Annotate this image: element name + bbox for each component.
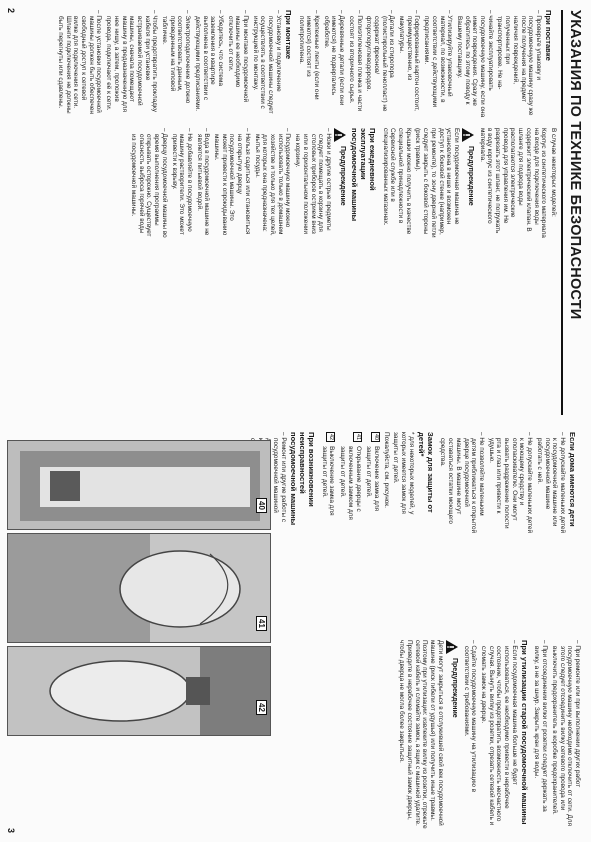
step-text: Включение замка для защиты от детей. xyxy=(365,446,380,512)
packaging-bullet: – Гофрированный картон состоит, преимущественно, из макулатуры. xyxy=(397,10,420,118)
warning-title: Предупреждение xyxy=(450,658,458,718)
intro-line: В случае некоторых моделей: xyxy=(550,128,557,217)
packaging-bullet: – Крепежные ленты (если они имеются) состоят из полипропилена. xyxy=(297,10,320,118)
heading-daily-use: При ежедневной эксплуатации посудомоечной машины xyxy=(349,128,377,222)
mounting-bullet: – При монтаже посудомоечной машины ее необходимо отключить от сети. xyxy=(226,10,249,118)
page-title: УКАЗАНИЯ ПО ТЕХНИКЕ БЕЗОПАСНОСТИ xyxy=(567,10,583,320)
packaging-bullet: – Детали из стиропора (полистирольный пенопласт) не содержат фреонов/фторхлоруглеводородов. xyxy=(365,10,396,118)
mounting-bullet: – Чтобы предотвратить прокладку кабеля при установке встраиваемой посудомоечной машины, сначала помещают машину в предназначенную для нее нишу, а затем, проложив провода, подключают её к сети. xyxy=(104,10,158,118)
step-text: Открывание дверцы с включенным замком для защиты от детей. xyxy=(339,446,362,520)
heading-mounting: При монтаже xyxy=(283,10,293,60)
figure-label-41: 41 xyxy=(256,616,267,631)
daily-bullet: – Дверцу посудомоечной машины во время выполнения программы открывать осторожно. Существует опасность выброса горячей воды из посудомоечной машины. xyxy=(129,128,168,238)
heading-children: Если дома имеются дети xyxy=(568,432,577,527)
warning-text: Крышки можно получить в качестве специальной принадлежности в Сервисной службе или в специализированных магазинах. xyxy=(381,128,412,235)
child-lock-note: * для некоторых моделей, у которых имеется замок для защиты от детей. xyxy=(392,432,415,515)
page-number-right: 3 xyxy=(6,828,16,834)
intro-line: Корпус из синтетического материала на входе для подключения воды содержит электрический клапан. В шланге для подвода воды располагаются электрические провода для управления им. Не разрезать этот шланг, не погружать в воду корпус из синтетического материала. xyxy=(478,128,548,238)
delivery-bullet: – чинайте эксплуатировать посудомоечную машину, если она имеет повреждения. Сразу же обратитесь по этому поводу к Вашему поставщику. xyxy=(455,10,494,118)
faults-bullet: – Ремонт или другие работы с посудомоечной машиной xyxy=(249,432,288,534)
step-number: 40 xyxy=(372,434,379,441)
mounting-bullet: – После установки посудомоечной машины должен быть обеспечен свободный доступ к сетевой вилке для подключения к сети. Шланги подключения не должны быть перегнуты или сдавлены. xyxy=(56,10,102,118)
page-number-left: 2 xyxy=(6,8,16,14)
figure-label-40: 40 xyxy=(256,498,267,513)
daily-bullet: – Вода в посудомоечной машине не является питьевой водой. xyxy=(195,128,210,238)
child-lock-see-figure: Пожалуйста, см. рисунок. xyxy=(382,432,390,508)
warning-triangle-icon xyxy=(462,128,474,142)
figure-40-photo xyxy=(7,440,271,530)
figure-41-photo xyxy=(7,533,271,643)
mounting-bullet: – Установку и подключение посудомоечной машины следует осуществлять в соответствии с инструкцией по монтажу. xyxy=(251,10,282,118)
packaging-bullet: – Полиэтиленовая пленка и части состоят из вторичного сырья. xyxy=(347,10,362,118)
daily-bullet: – Посудомоечную машину можно использовать только в домашнем хозяйстве и только для тех целей, для которых она предназначена: мытья посуды. xyxy=(253,128,292,238)
children-bullet: – Не допускайте маленьких детей к посудомоечной машине или посудомоечной машине работать с ней. xyxy=(535,432,566,534)
figure-42-photo xyxy=(7,646,271,736)
hand-on-lock-illustration xyxy=(8,647,270,735)
step-number: 41 xyxy=(354,434,361,441)
heading-child-lock: Замок для защиты от детей* xyxy=(416,432,435,513)
warning-text: Если посудомоечная машина не установлена в нише и возможен доступ к боковой стенке (например, при ремонте), то зону дверной петли следует закрыть с боковой стороны (риск травмы). xyxy=(414,128,460,238)
warning-text: Дети могут закрыться в отслужившей свой век посудомоечной машине (риск гибели от удушья) или получить иные травмы. Поэтому при утилизации: извлеките вилку из розетки, отрежьте сетевой кабель и сломайте замок, а ящик с машиной удалите. Приведите в нерабочее состояние защитный замок дверцы, чтобы дверца не могла более закрыться. xyxy=(398,640,444,829)
heading-delivery: При поставке xyxy=(544,10,553,61)
child-lock-step xyxy=(365,432,380,534)
heading-disposal: При утилизации старой посудомоечной машины xyxy=(519,640,529,825)
warning-triangle-icon xyxy=(446,640,458,654)
mounting-bullet: – Электроподключение должно соответствовать данным, приведенным на типовой табличке. xyxy=(160,10,191,118)
packaging-bullet: – Деревянные детали (если они имеются) не подвергались обработке. xyxy=(322,10,345,118)
daily-bullet: – Ножи и другие острые предметы следует помещать в корзину для столовых приборов острием вниз или в горизонтальном положении на корзину. xyxy=(293,128,332,238)
warning-block xyxy=(446,640,458,830)
warning-triangle-icon xyxy=(334,128,346,142)
column-daily-use xyxy=(0,128,557,238)
child-lock-figures xyxy=(6,501,271,834)
step-text: Выключение замка для защиты от детей. xyxy=(320,446,336,516)
daily-bullet: – Не добавляйте в посудомоечную машину растворители. Это может привести к взрыву. xyxy=(170,128,193,238)
repair-bullet: – При ремонте или при выполнении других работ посудомоечную машину необходимо отключить от сети. Для этого следует отсоединить вилку сетевого провода или выключить предохранитель в коробке предохранителей. xyxy=(550,640,581,830)
warning-title: Предупреждение xyxy=(338,146,346,206)
step-number: 42 xyxy=(328,434,335,441)
children-bullet: – Не допускайте маленьких детей к моющему средству и ополаскивателю. Они могут вызвать раздражение полости рта и глаз или привести к удушью. xyxy=(487,432,533,534)
warning-title: Предупреждение xyxy=(466,146,474,206)
mounting-bullet: – Убедитесь, что система заземления в квартире выполнена в соответствии с действующими предписаниями. xyxy=(193,10,224,118)
hand-opening-door-illustration xyxy=(8,534,270,642)
child-lock-step xyxy=(320,432,335,534)
figure-label-42: 42 xyxy=(256,700,267,715)
dishwasher-door-illustration xyxy=(8,441,270,529)
heading-faults: При возникновении неисправностей посудомоечной машины xyxy=(289,432,317,526)
packaging-bullet: – Утилизируйте упаковочный материал, по возможности, в соответствии с действующими предписаниями. xyxy=(422,10,453,118)
warning-block xyxy=(462,128,474,238)
disposal-bullet: – Если посудомоечная машина больше не будет использоваться, ее необходимо привести в нерабочее состояние, чтобы предотвратить возможность несчастного случая. Вынуть вилку из розетки, отрезать сетевой кабель и сломать замок на дверце. xyxy=(479,640,518,830)
children-bullet: – Не позволяйте маленьким детям приближаться к открытой дверце посудомоечной машины. В машине могут оставаться остатки моющего средства. xyxy=(439,432,485,534)
delivery-bullet: – Проверьте упаковку и посудомоечную машину сразу же после получения на предмет наличия повреждений, полученных при транспортировке. Не на- xyxy=(496,10,542,118)
warning-block xyxy=(334,128,346,238)
disposal-bullet: – Сдайте посудомоечную машину на утилизацию в соответствии с требованиями. xyxy=(462,640,477,830)
repair-bullet: – При отсоединении вилки от розетки следует держать за вилку, а не за шнур. Закрыть кран для воды. xyxy=(533,640,548,830)
column-delivery-mounting xyxy=(0,10,557,118)
child-lock-step xyxy=(338,432,361,534)
title-underline xyxy=(561,10,563,415)
daily-bullet: – Нельзя садиться или становиться на открытую дверцу посудомоечной машины. Это может привести к опрокидыванию машины. xyxy=(212,128,251,238)
